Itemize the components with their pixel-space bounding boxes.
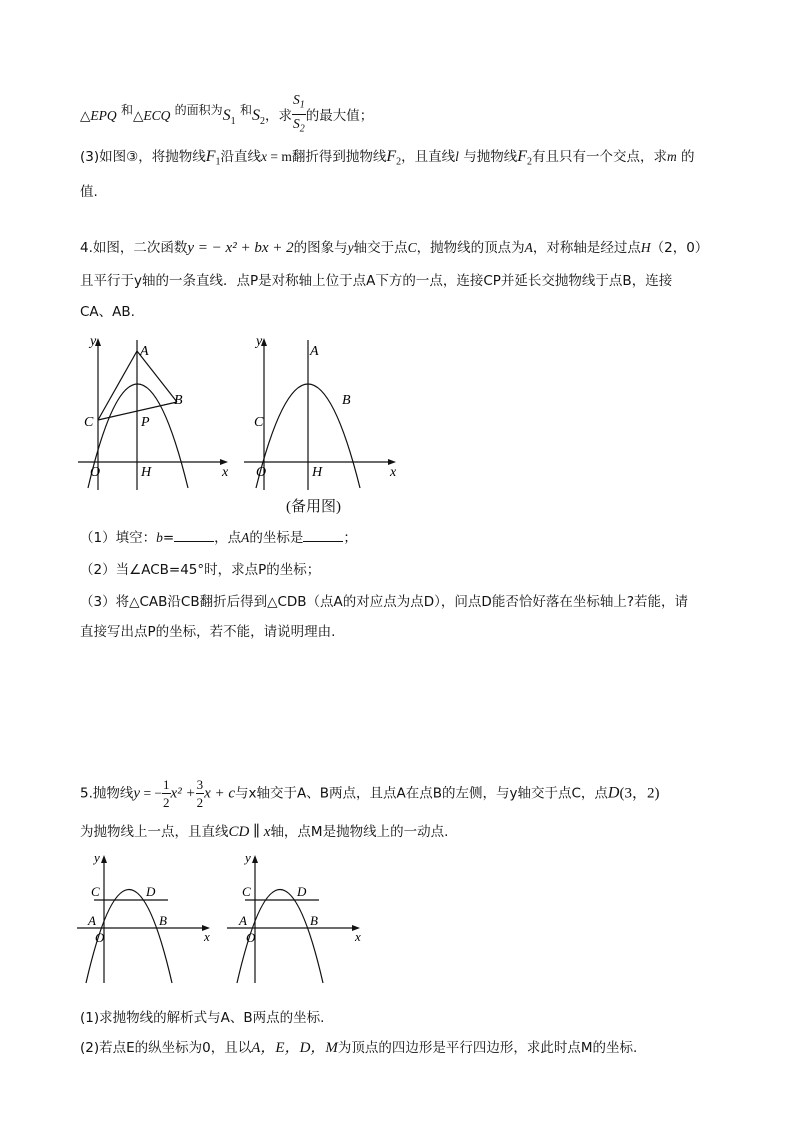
q3-part3-line2: 值. bbox=[80, 184, 98, 200]
q4-stem-line3: CA、AB. bbox=[80, 304, 135, 320]
svg-text:B: B bbox=[159, 913, 167, 928]
svg-text:A: A bbox=[239, 913, 247, 928]
q4-part3-line2: 直接写出点P的坐标，若不能，请说明理由. bbox=[80, 624, 336, 640]
svg-text:B: B bbox=[310, 913, 318, 928]
label-y: y bbox=[90, 334, 97, 349]
svg-text:y: y bbox=[94, 850, 100, 865]
svg-text:x: x bbox=[355, 929, 361, 944]
q5-figure-1 bbox=[72, 848, 222, 988]
svg-text:C: C bbox=[91, 884, 100, 899]
backup-figure-caption: (备用图) bbox=[286, 499, 341, 515]
svg-text:y: y bbox=[256, 334, 263, 349]
q5-stem-line1: 5.抛物线y = − $\frac{1}{2}$ x² + $\frac{3}{2}$ x + c与x轴交于A、B两点，且点A在点B的左侧，与y轴交于点C，点D(3，2) bbox=[80, 777, 660, 810]
svg-text:D: D bbox=[297, 884, 307, 899]
svg-text:C: C bbox=[242, 884, 251, 899]
label-x: x bbox=[222, 465, 229, 480]
svg-text:O: O bbox=[246, 930, 256, 945]
svg-text:C: C bbox=[254, 415, 264, 430]
q5-figure-2 bbox=[222, 848, 372, 988]
q5-part1: (1)求抛物线的解析式与A、B两点的坐标. bbox=[80, 1010, 325, 1026]
q4-figure-backup bbox=[236, 330, 406, 495]
q4-part2: （2）当∠ACB=45°时，求点P的坐标； bbox=[80, 562, 321, 578]
label-A: A bbox=[140, 344, 149, 359]
q4-stem-line1: 4.如图，二次函数y = − x² + bx + 2的图象与y轴交于点C，抛物线的顶点为A，对称轴是经过点H（2，0） bbox=[80, 240, 709, 256]
q3-part3-line1: (3)如图③，将抛物线$F_1$沿直线x = m翻折得到抛物线$F_2$，且直线l 与抛物线$F_2$有且只有一个交点，求m 的 bbox=[80, 148, 695, 168]
q5-part2: (2)若点E的纵坐标为0，且以A，E，D，M为顶点的四边形是平行四边形，求此时点M的坐标. bbox=[80, 1040, 638, 1056]
svg-text:B: B bbox=[342, 393, 351, 408]
q4-stem-line2: 且平行于y轴的一条直线．点P是对称轴上位于点A下方的一点，连接CP并延长交抛物线于点B，连接 bbox=[80, 273, 673, 289]
q4-part3-line1: （3）将△CAB沿CB翻折后得到△CDB（点A的对应点为点D），问点D能否恰好落在坐标轴上?若能，请 bbox=[80, 594, 688, 610]
svg-text:y: y bbox=[245, 850, 251, 865]
svg-text:H: H bbox=[312, 465, 323, 480]
parabola bbox=[88, 384, 188, 488]
svg-text:x: x bbox=[390, 465, 397, 480]
label-C: C bbox=[84, 415, 94, 430]
svg-text:A: A bbox=[88, 913, 96, 928]
svg-text:A: A bbox=[310, 344, 319, 359]
q5-stem-line2: 为抛物线上一点，且直线CD ∥ x轴，点M是抛物线上的一动点. bbox=[80, 824, 449, 840]
label-B: B bbox=[174, 393, 183, 408]
svg-text:D: D bbox=[146, 884, 156, 899]
q4-part1: （1）填空：b= ，点A的坐标是 ； bbox=[80, 530, 357, 546]
label-O: O bbox=[90, 465, 101, 480]
label-P: P bbox=[141, 415, 150, 430]
label-H: H bbox=[141, 465, 152, 480]
svg-text:x: x bbox=[204, 929, 210, 944]
q3-area-line: △EPQ 和△ECQ 的面积为$S_1$ 和$S_2$，求 $\frac{S_1}{S_2}$ 的最大值； bbox=[80, 92, 374, 135]
svg-text:O: O bbox=[95, 930, 105, 945]
q4-figure-main bbox=[70, 330, 240, 495]
svg-text:O: O bbox=[256, 465, 267, 480]
